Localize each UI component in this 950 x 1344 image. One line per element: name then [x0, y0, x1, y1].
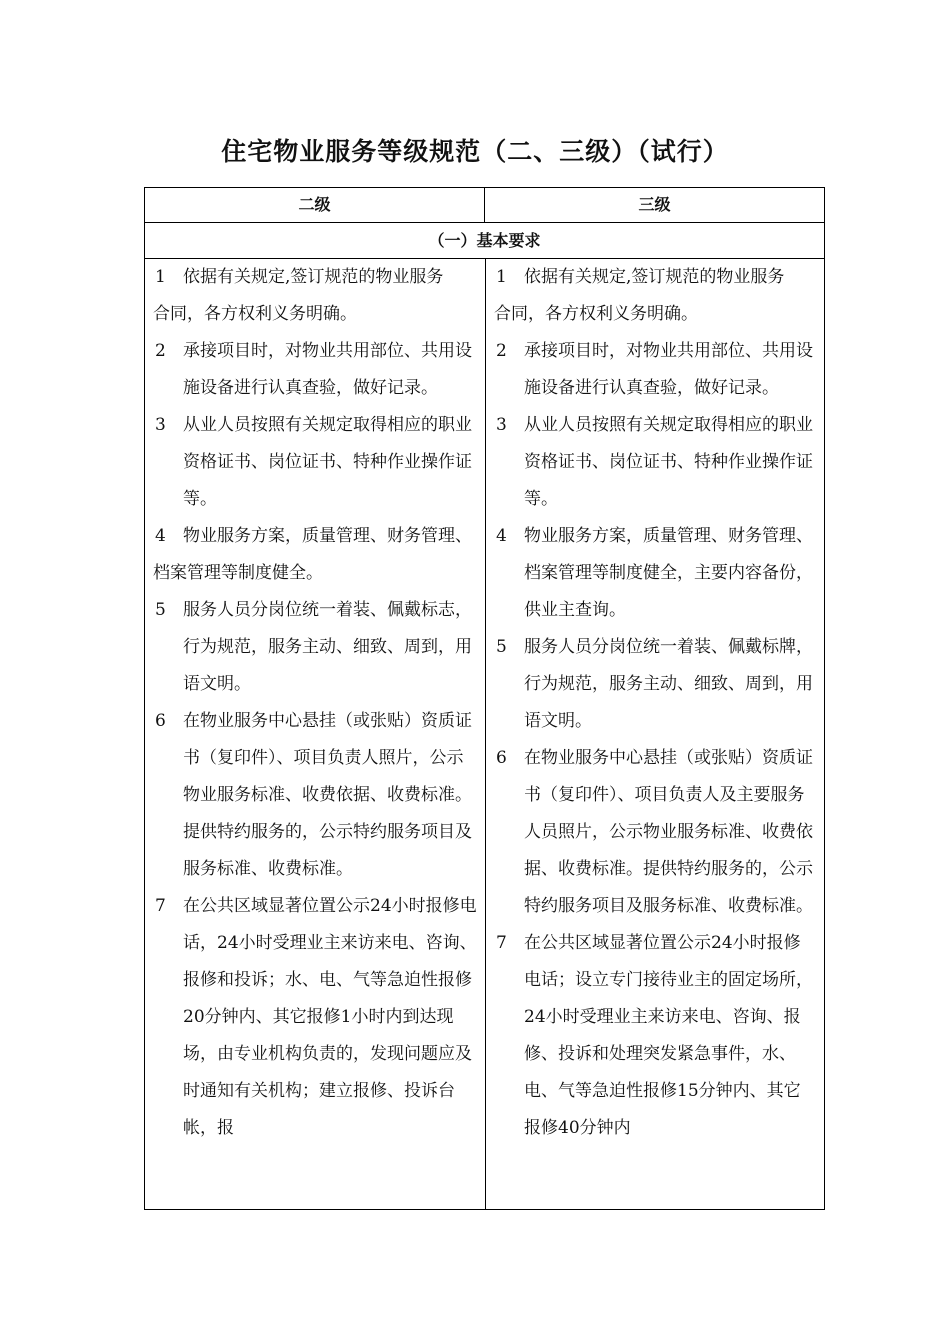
item-text: 依据有关规定,签订规范的物业服务合同，各方权利义务明确。 [494, 267, 785, 324]
page-title: 住宅物业服务等级规范（二、三级）（试行） [221, 137, 729, 166]
table-body-row [145, 259, 824, 1210]
list-item [494, 518, 816, 629]
item-text: 在物业服务中心悬挂（或张贴）资质证书（复印件）、项目负责人及主要服务人员照片，公示物业服务标准、收费依据、收费标准。提供特约服务的，公示特约服务项目及服务标准、收费标准。 [524, 748, 813, 916]
item-number: 2 [496, 341, 507, 361]
list-item [494, 333, 816, 407]
item-text: 承接项目时，对物业共用部位、共用设施设备进行认真查验，做好记录。 [524, 341, 813, 398]
table-header-row [145, 188, 824, 223]
header-level-3: 三级 [484, 188, 824, 222]
item-number: 6 [155, 711, 166, 731]
item-text: 服务人员分岗位统一着装、佩戴标牌，行为规范，服务主动、细致、周到，用语文明。 [524, 637, 813, 731]
item-text: 在公共区域显著位置公示24小时报修电话；设立专门接待业主的固定场所，24小时受理业主来访来电、咨询、报修、投诉和处理突发紧急事件，水、电、气等急迫性报修15分钟内、其它报修40分钟内 [524, 933, 813, 1138]
item-number: 2 [155, 341, 166, 361]
item-number: 7 [155, 896, 166, 916]
list-item [153, 592, 477, 703]
list-item [494, 259, 798, 333]
item-text: 物业服务方案，质量管理、财务管理、档案管理等制度健全。 [153, 526, 472, 583]
level-3-column [485, 259, 824, 1210]
list-item [153, 333, 477, 407]
item-text: 服务人员分岗位统一着装、佩戴标志，行为规范，服务主动、细致、周到，用语文明。 [183, 600, 472, 694]
list-item [494, 407, 816, 518]
item-number: 1 [496, 267, 507, 287]
item-number: 5 [155, 600, 166, 620]
item-number: 6 [496, 748, 507, 768]
item-text: 在公共区域显著位置公示24小时报修电话，24小时受理业主来访来电、咨询、报修和投诉；水、电、气等急迫性报修20分钟内、其它报修1小时内到达现场，由专业机构负责的，发现问题应及时通知有关机构；建立报修、投诉台帐，报 [183, 896, 477, 1138]
item-text: 从业人员按照有关规定取得相应的职业资格证书、岗位证书、特种作业操作证等。 [524, 415, 813, 509]
item-number: 5 [496, 637, 507, 657]
item-number: 3 [496, 415, 507, 435]
list-item [153, 518, 473, 592]
item-number: 7 [496, 933, 507, 953]
item-number: 4 [496, 526, 507, 546]
list-item [494, 740, 816, 925]
item-text: 依据有关规定,签订规范的物业服务合同，各方权利义务明确。 [153, 267, 444, 324]
level-2-column [145, 259, 485, 1210]
item-text: 在物业服务中心悬挂（或张贴）资质证书（复印件）、项目负责人照片，公示物业服务标准、收费依据、收费标准。提供特约服务的，公示特约服务项目及服务标准、收费标准。 [183, 711, 472, 879]
list-item [153, 259, 457, 333]
list-item [494, 629, 816, 740]
item-number: 3 [155, 415, 166, 435]
item-text: 承接项目时，对物业共用部位、共用设施设备进行认真查验，做好记录。 [183, 341, 472, 398]
list-item [494, 925, 816, 1147]
item-number: 1 [155, 267, 166, 287]
item-number: 4 [155, 526, 166, 546]
header-level-2: 二级 [298, 195, 331, 214]
section-title-basic-requirements: （一）基本要求 [145, 223, 824, 259]
item-text: 从业人员按照有关规定取得相应的职业资格证书、岗位证书、特种作业操作证等。 [183, 415, 472, 509]
list-item [153, 703, 477, 888]
list-item [153, 888, 477, 1147]
list-item [153, 407, 477, 518]
standards-table [144, 187, 825, 1210]
item-text: 物业服务方案，质量管理、财务管理、档案管理等制度健全，主要内容备份，供业主查询。 [524, 526, 813, 620]
